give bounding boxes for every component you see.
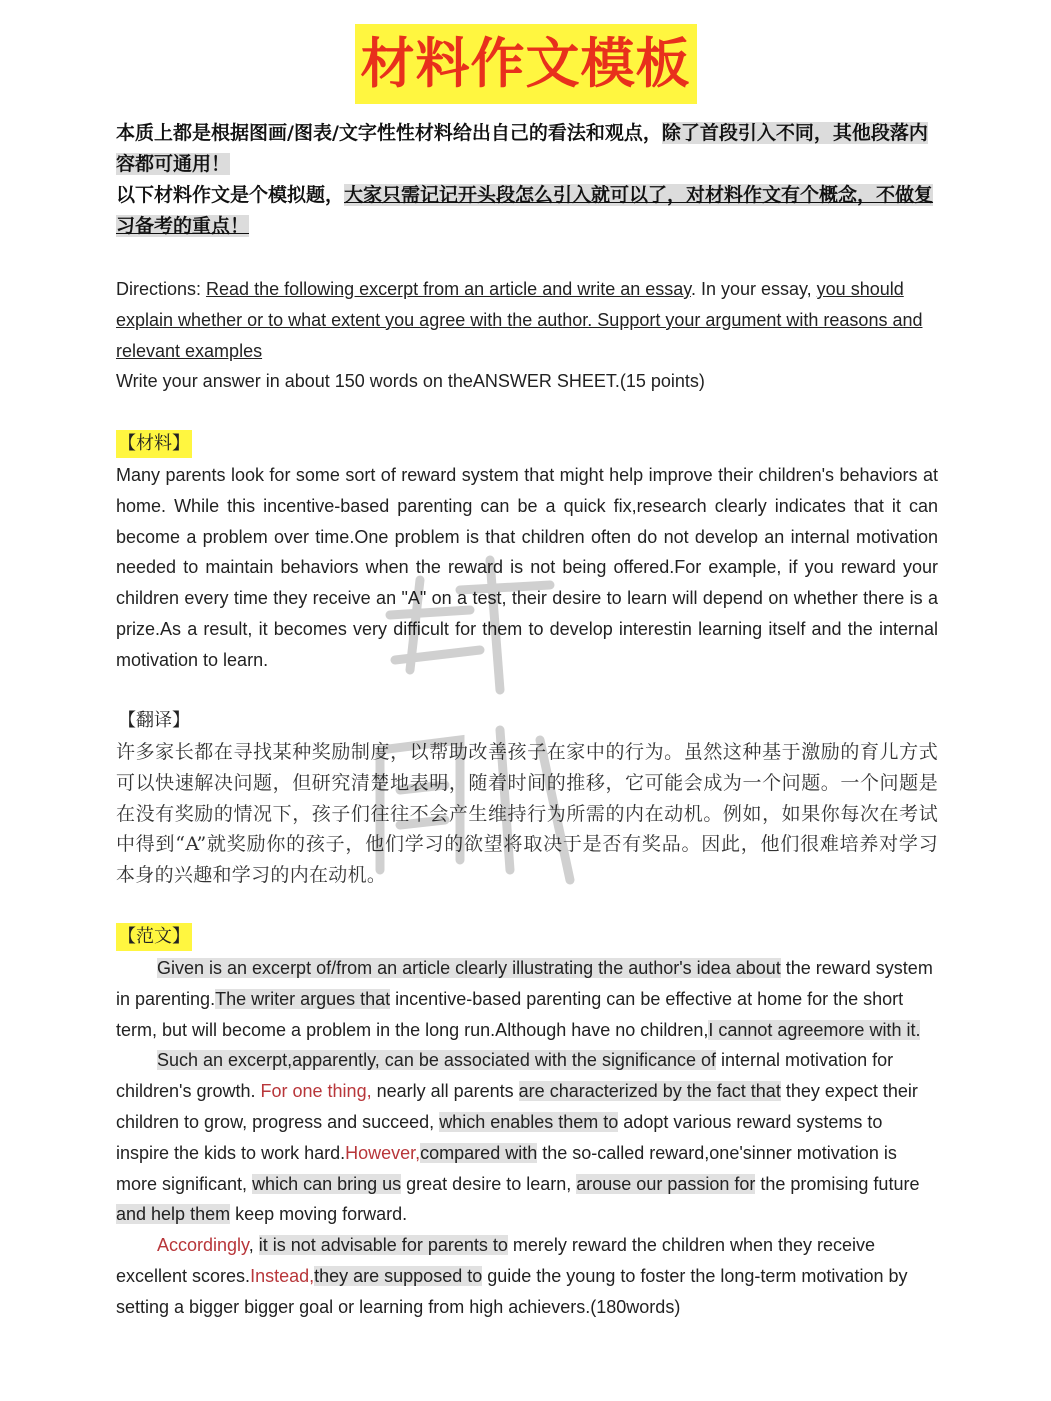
intro-2a: 以下材料作文是个模拟题， [116, 184, 345, 206]
essay-paragraph-3 [116, 1230, 938, 1322]
connector-red: Instead, [250, 1265, 315, 1286]
connector-red: For one thing, [260, 1081, 372, 1102]
directions-underline-2: you should explain whether or to what extent you agree with the author. Support your argument with reasons and relevant examples [116, 279, 923, 361]
connector-red: Accordingly [157, 1235, 249, 1256]
directions-lead: Directions: [116, 279, 207, 299]
translation-text: 许多家长都在寻找某种奖励制度，以帮助改善孩子在家中的行为。虽然这种基于激励的育儿方式可以快速解决问题，但研究清楚地表明，随着时间的推移，它可能会成为一个问题。一个问题是在没有奖励的情况下，孩子们往往不会产生维持行为所需的内在动机。例如，如果你每次在考试中得到“A”就奖励你的孩子，他们学习的欲望将取决于是否有奖品。因此，他们很难培养对学习本身的兴趣和学习的内在动机。 [116, 741, 938, 887]
section-tag-translation: 【翻译】 [118, 710, 190, 731]
phrase-highlight: compared with [420, 1142, 538, 1163]
intro-1a: 本质上都是根据图画/图表/文字性性材料给出自己的看法和观点， [116, 122, 662, 144]
title-container [0, 24, 1051, 104]
phrase-highlight: which can bring us [252, 1173, 402, 1194]
section-tag-essay: 【范文】 [116, 923, 192, 951]
essay-text: guide the young to foster the long-term motivation by setting a bigger bigger goal or learning from high achievers.(180words) [116, 1265, 908, 1317]
essay-text: merely reward the children when they receive excellent scores. [116, 1235, 876, 1286]
phrase-highlight: which enables them to [439, 1111, 619, 1132]
intro-notes [116, 118, 938, 242]
essay-text: the reward system in parenting. [116, 958, 933, 1009]
model-essay [116, 953, 938, 1323]
phrase-highlight: they are supposed to [314, 1265, 483, 1286]
essay-text: incentive-based parenting can be effective at home for the short term, but will become a problem in the long run.Although have no children, [116, 988, 904, 1040]
intro-2b-highlight: 大家只需记记开头段怎么引入就可以了，对材料作文有个概念，不做复习备考的重点！ [116, 184, 934, 237]
essay-text: keep moving forward. [230, 1204, 408, 1225]
essay-text: great desire to learn, [401, 1173, 577, 1194]
connector-red: However, [345, 1142, 421, 1163]
phrase-highlight: are characterized by the fact that [518, 1081, 781, 1102]
directions-word-count: Write your answer in about 150 words on theANSWER SHEET.(15 points) [116, 371, 705, 392]
section-tag-material: 【材料】 [116, 430, 192, 458]
essay-text: internal motivation for children's growth. [116, 1050, 894, 1102]
phrase-highlight: arouse our passion for [576, 1173, 756, 1194]
essay-paragraph-1 [116, 953, 938, 1045]
phrase-highlight: Such an excerpt,apparently, can be associated with the significance of [157, 1050, 717, 1071]
essay-text: adopt various reward systems to inspire the kids to work hard. [116, 1111, 883, 1163]
directions-paragraph [116, 274, 938, 366]
phrase-highlight: I cannot agreemore with it. [708, 1019, 921, 1040]
essay-text: the promising future [755, 1173, 920, 1194]
intro-paragraph-1 [116, 118, 938, 180]
intro-paragraph-2 [116, 180, 938, 242]
intro-1b-highlight: 除了首段引入不同，其他段落内容都可通用！ [116, 122, 928, 175]
phrase-highlight: The writer argues that [215, 988, 391, 1009]
essay-text: , [248, 1235, 259, 1256]
essay-text: they expect their children to grow, progress and succeed, [116, 1081, 918, 1132]
phrase-highlight: it is not advisable for parents to [258, 1235, 508, 1256]
directions-mid: . In your essay, [690, 279, 817, 299]
essay-paragraph-2 [116, 1045, 938, 1230]
material-text: Many parents look for some sort of reward system that might help improve their children's behaviors at home. While this incentive-based parenting can be a quick fix,research clearly indicates that it can become a problem over time.One problem is that children often do not develop an internal motivation needed to maintain behaviors when the reward is not being offered.For example, if you reward your children every time they receive an "A" on a test, their desire to learn will depend on whether there is a prize.As a result, it becomes very difficult for them to develop interestin learning itself and the internal motivation to learn. [116, 465, 938, 670]
directions [116, 274, 938, 397]
page-title: 材料作文模板 [355, 24, 697, 104]
phrase-highlight: and help them [116, 1204, 231, 1225]
phrase-highlight: Given is an excerpt of/from an article clearly illustrating the author's idea about [157, 958, 781, 978]
directions-underline-1: Read the following excerpt from an article and write an essay [206, 279, 691, 299]
essay-text: nearly all parents [371, 1081, 519, 1102]
essay-text: the so-called reward,one'sinner motivation is more significant, [116, 1142, 897, 1194]
